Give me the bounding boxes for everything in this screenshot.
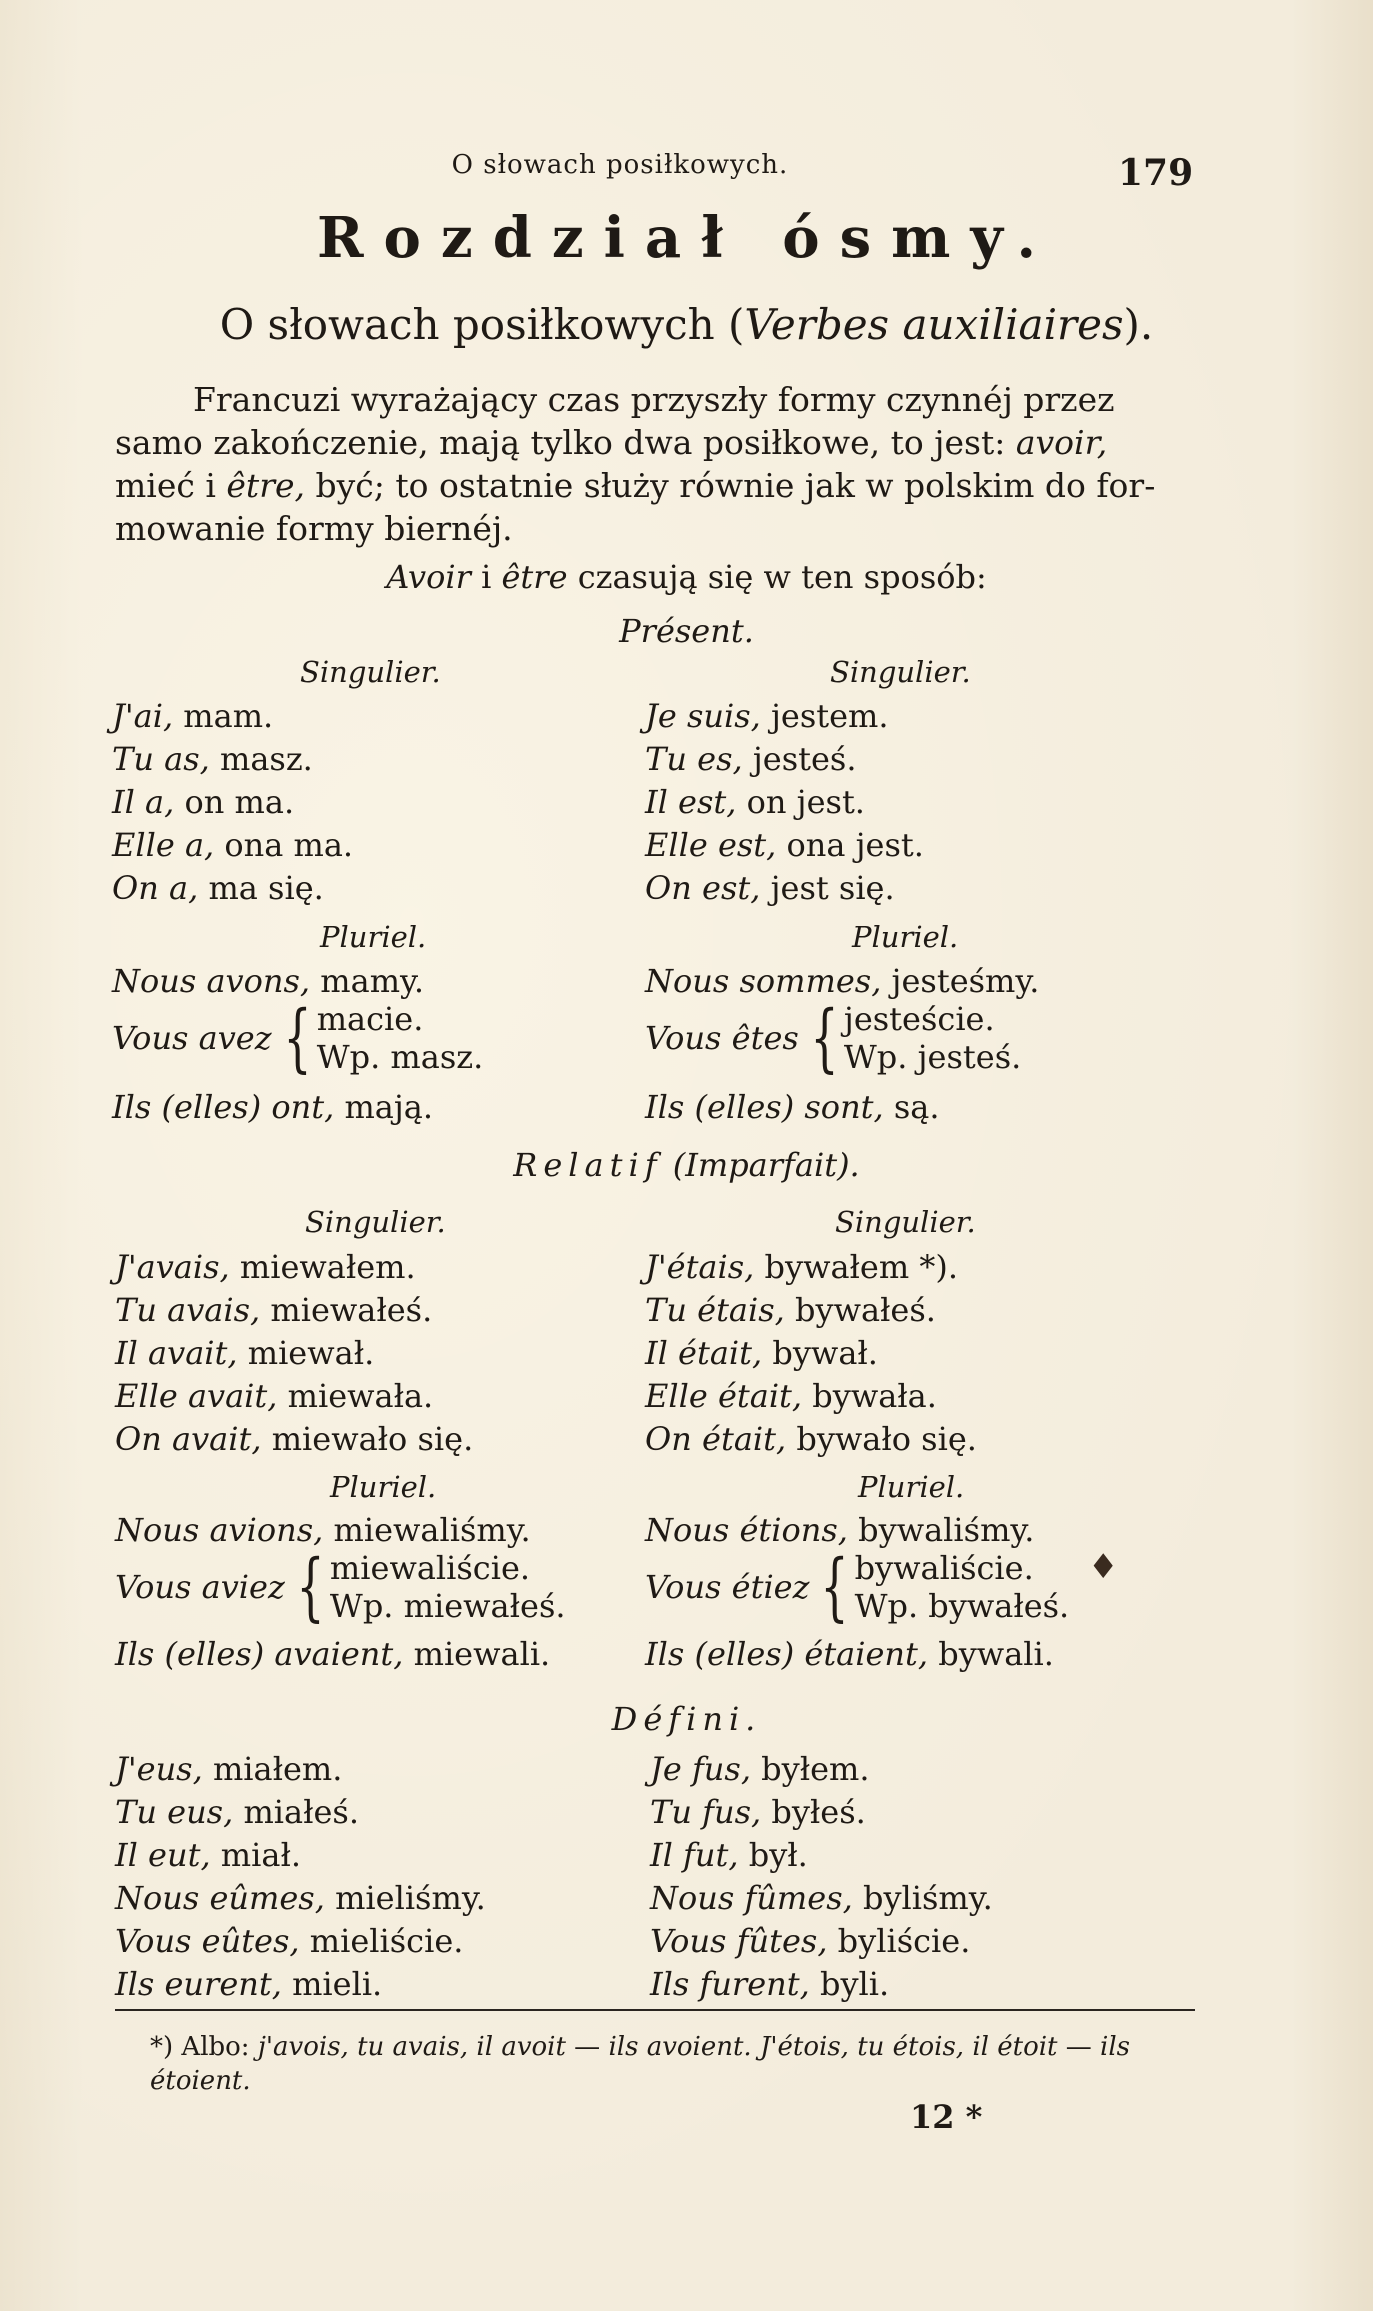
conj-row: Tu étais, bywałeś. [645,1291,936,1329]
conjugation-intro: Avoir i être czasują się w ten sposób: [386,558,987,596]
conj-row: Il eut, miał. [115,1836,301,1874]
conj-row: Ils eurent, mieli. [115,1965,383,2003]
conj-row: Il avait, miewał. [115,1334,375,1372]
ink-mark-icon: ♦ [1088,1547,1119,1587]
present-left-plural-label: Pluriel. [320,920,427,954]
signature-mark: 12 * [910,2098,983,2136]
present-left-singular-label: Singulier. [300,655,441,689]
conj-row: Je fus, byłem. [650,1750,870,1788]
conj-row: Vous eûtes, mieliście. [115,1922,464,1960]
tense-title-relatif: Relatif (Imparfait). [513,1146,860,1184]
relatif-right-singular-label: Singulier. [835,1205,976,1239]
conj-row-vous: Vous aviez { miewaliście. Wp. miewałeś. [115,1544,566,1630]
brace-icon: { [283,995,312,1081]
page-number: 179 [1118,152,1194,194]
relatif-left-singular-label: Singulier. [305,1205,446,1239]
conj-row: Tu eus, miałeś. [115,1793,359,1831]
conj-row: Elle était, bywała. [645,1377,937,1415]
brace-icon: { [296,1544,325,1630]
conj-row: Il fut, był. [650,1836,808,1874]
conj-row: On était, bywało się. [645,1420,977,1458]
conj-row: Tu avais, miewałeś. [115,1291,433,1329]
conj-row: Nous fûmes, byliśmy. [650,1879,993,1917]
intro-line-3: mieć i être, być; to ostatnie służy równie jak w polskim do for- [115,466,1156,505]
intro-line-2: samo zakończenie, mają tylko dwa posiłkowe, to jest: avoir, [115,423,1108,462]
conj-row: J'ai, mam. [112,697,274,735]
conj-row: Ils (elles) ont, mają. [112,1088,434,1126]
conj-row: Ils (elles) avaient, miewali. [115,1635,551,1673]
relatif-right-plural-label: Pluriel. [858,1470,965,1504]
conj-row: Tu as, masz. [112,740,313,778]
conj-row: Je suis, jestem. [645,697,889,735]
conj-row: J'avais, miewałem. [115,1248,416,1286]
conj-row: Elle avait, miewała. [115,1377,434,1415]
tense-title-defini: Défini. [611,1700,762,1738]
section-title: O słowach posiłkowych (Verbes auxiliaires). [219,300,1154,349]
conj-row-vous: Vous êtes { jesteście. Wp. jesteś. [645,995,1022,1081]
tense-title-present: Présent. [619,612,754,650]
conj-row-vous: Vous avez { macie. Wp. masz. [112,995,484,1081]
footnote: *) Albo: j'avois, tu avais, il avoit — ils avoient. J'étois, tu étois, il étoit — ils étoient. [150,2032,1131,2096]
brace-icon: { [810,995,839,1081]
chapter-title: Rozdział ósmy. [317,205,1056,271]
conj-row: On est, jest się. [645,869,895,907]
conj-row: J'eus, miałem. [115,1750,343,1788]
conj-row: Nous avons, mamy. [112,962,425,1000]
conj-row-vous: Vous étiez { bywaliście. Wp. bywałeś. [645,1544,1070,1630]
conj-row: Il a, on ma. [112,783,295,821]
brace-icon: { [820,1544,850,1630]
conj-row: Il est, on jest. [645,783,865,821]
footnote-rule [115,2009,1195,2011]
conj-row: Nous avions, miewaliśmy. [115,1511,531,1549]
intro-paragraph: Francuzi wyrażający czas przyszły formy czynnéj przez samo zakończenie, mają tylko dwa posiłkowe, to jest: avoir, mieć i être, być; to ostatnie służy równie jak w polskim do for- mowanie formy biernéj. [115,380,1156,548]
conj-row: On avait, miewało się. [115,1420,474,1458]
conj-row: Nous étions, bywaliśmy. [645,1511,1035,1549]
conj-row: Tu es, jesteś. [645,740,857,778]
relatif-left-plural-label: Pluriel. [330,1470,437,1504]
conj-row: On a, ma się. [112,869,324,907]
conj-row: Il était, bywał. [645,1334,878,1372]
conj-row: Ils furent, byli. [650,1965,890,2003]
conj-row: Vous fûtes, byliście. [650,1922,971,1960]
conj-row: J'étais, bywałem *). [645,1248,959,1286]
conj-row: Tu fus, byłeś. [650,1793,866,1831]
conj-row: Elle est, ona jest. [645,826,924,864]
conj-row: Ils (elles) sont, są. [645,1088,940,1126]
conj-row: Nous eûmes, mieliśmy. [115,1879,486,1917]
conj-row: Elle a, ona ma. [112,826,354,864]
present-right-plural-label: Pluriel. [852,920,959,954]
present-right-singular-label: Singulier. [830,655,971,689]
conj-row: Ils (elles) étaient, bywali. [645,1635,1054,1673]
conj-row: Nous sommes, jesteśmy. [645,962,1040,1000]
running-header: O słowach posiłkowych. [451,150,789,180]
